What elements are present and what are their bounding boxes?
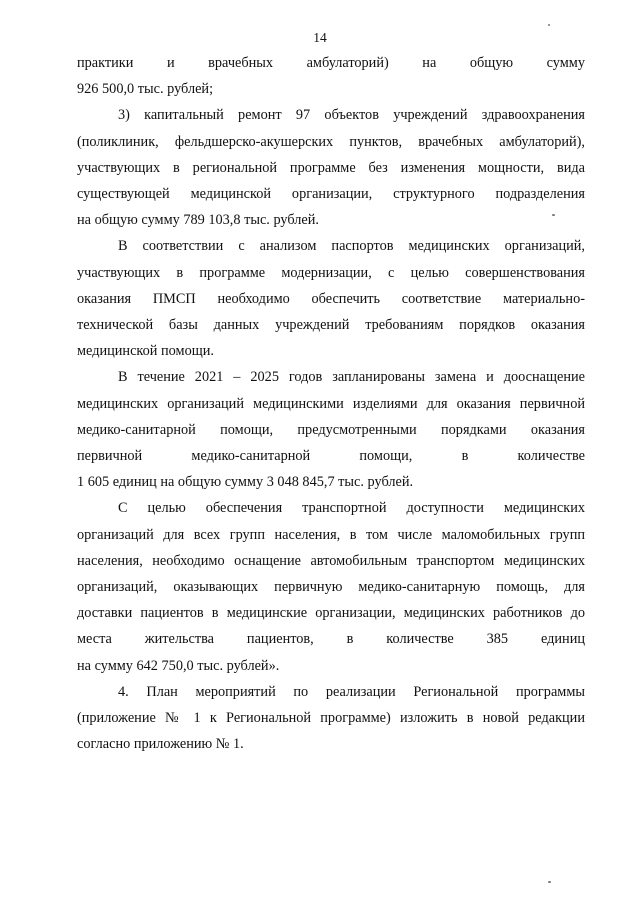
text-line: В соответствии с анализом паспортов медицинских организаций,	[118, 238, 585, 255]
text-line: технической базы данных учреждений требованиям порядков оказания	[77, 317, 585, 334]
paragraph-p3	[77, 233, 585, 364]
text-line: первичной медико-санитарной помощи, в количестве	[77, 448, 585, 465]
paragraph-p4	[77, 364, 585, 495]
text-line: участвующих в региональной программе без изменения мощности, вида	[77, 159, 585, 176]
text-line: 926 500,0 тыс. рублей;	[77, 81, 214, 98]
text-line: (приложение № 1 к Региональной программе) изложить в новой редакции	[77, 710, 585, 727]
text-line: 1 605 единиц на общую сумму 3 048 845,7 тыс. рублей.	[77, 474, 414, 491]
document-body	[77, 50, 585, 757]
text-line: В течение 2021 – 2025 годов запланированы замена и дооснащение	[118, 369, 585, 386]
paragraph-p1	[77, 50, 585, 102]
page-number: 14	[313, 30, 327, 45]
text-line: на сумму 642 750,0 тыс. рублей».	[77, 657, 280, 674]
text-line: практики и врачебных амбулаторий) на общую сумму	[77, 55, 585, 71]
text-line: С целью обеспечения транспортной доступности медицинских	[118, 500, 585, 517]
text-line: на общую сумму 789 103,8 тыс. рублей.	[77, 212, 319, 229]
paragraph-p2	[77, 102, 585, 233]
text-line: организаций для всех групп населения, в том числе маломобильных групп	[77, 526, 585, 543]
text-line: оказания ПМСП необходимо обеспечить соответствие материально-	[77, 290, 585, 307]
text-line: медико-санитарной помощи, предусмотренными порядками оказания	[77, 421, 585, 438]
text-line: медицинской помощи.	[77, 343, 214, 360]
scan-speck	[552, 214, 555, 216]
text-line: 3) капитальный ремонт 97 объектов учреждений здравоохранения	[118, 107, 585, 124]
text-line: (поликлиник, фельдшерско-акушерских пунктов, врачебных амбулаторий),	[77, 133, 585, 150]
text-line: участвующих в программе модернизации, с целью совершенствования	[77, 264, 585, 281]
text-line: 4. План мероприятий по реализации Региональной программы	[118, 683, 585, 700]
text-line: согласно приложению № 1.	[77, 736, 244, 753]
paragraph-p6	[77, 679, 585, 758]
text-line: организаций, оказывающих первичную медико-санитарную помощь, для	[77, 579, 585, 596]
text-line: места жительства пациентов, в количестве 385 единиц	[77, 631, 585, 648]
text-line: населения, необходимо оснащение автомобильным транспортом медицинских	[77, 552, 585, 569]
text-line: доставки пациентов в медицинские организации, медицинских работников до	[77, 605, 585, 622]
text-line: медицинских организаций медицинскими изделиями для оказания первичной	[77, 395, 585, 412]
scan-speck	[548, 24, 550, 26]
text-line: существующей медицинской организации, структурного подразделения	[77, 186, 585, 203]
scan-speck	[548, 881, 551, 883]
paragraph-p5	[77, 495, 585, 678]
